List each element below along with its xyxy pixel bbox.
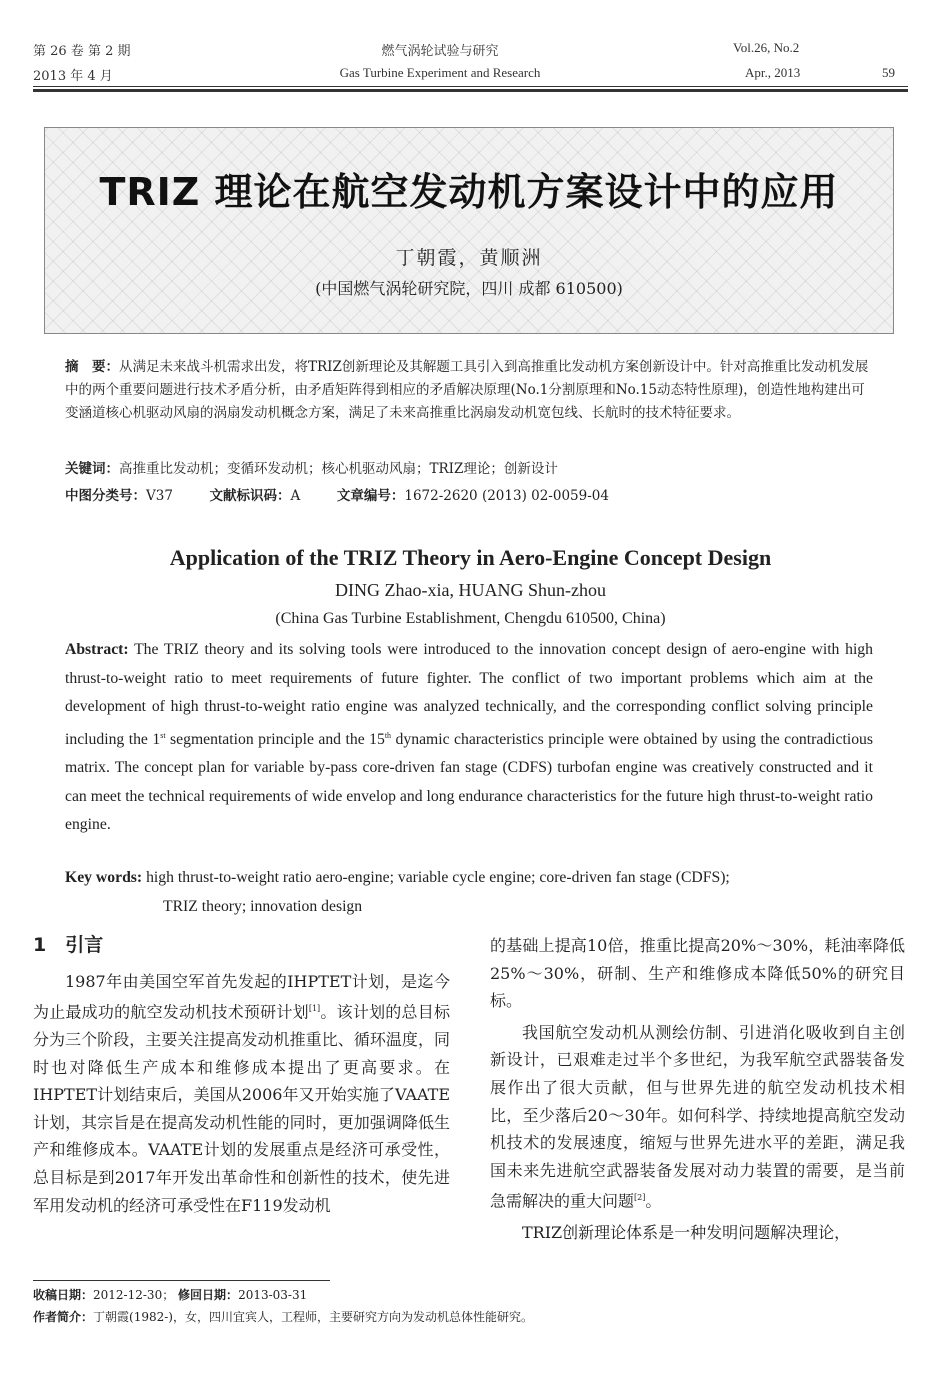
abstract-cn-text: 从满足未来战斗机需求出发，将TRIZ创新理论及其解题工具引入到高推重比发动机方案创新设计中。针对高推重比发动机发展中的两个重要问题进行技术矛盾分析，由矛盾矩阵得到相应的矛盾解决原理(No.1分割原理和No.15动态特性原理)，创造性地构建出可变涵道核心机驱动风扇的涡扇发动机概念方案，满足了未来高推重比涡扇发动机宽包线、长航时的技术特征要求。 <box>65 359 869 421</box>
revised-date: 2013-03-31 <box>238 1288 308 1302</box>
abstract-cn <box>65 356 875 425</box>
doc-code-label: 文献标识码： <box>209 488 291 504</box>
article-no-value: 1672-2620 (2013) 02-0059-04 <box>404 488 609 504</box>
page-number: 59 <box>882 65 895 80</box>
keywords-cn <box>65 458 875 481</box>
abstract-en-text-a: The TRIZ theory and its solving tools were introduced to the innovation concept design of aero-engine with high thrust-to-weight ratio to meet requirements of future fighter. The conflict of two important problems which aim at the development of high thrust-to-weight ratio engine was analyzed technically, and the corresponding conflict solving principle including the 1 <box>65 641 873 748</box>
header-rule-thick <box>33 89 908 92</box>
section-1-paragraph-1-cont: 的基础上提高10倍，推重比提高20%～30%，耗油率降低25%～30%，研制、生产和维修成本降低50%的研究目标。 <box>490 936 905 1011</box>
header-rule-thin <box>33 86 908 87</box>
ref-2: [2] <box>634 1193 646 1203</box>
classification-line <box>65 485 875 508</box>
p2-text-b: 。 <box>645 1191 662 1211</box>
keywords-en-line1: high thrust-to-weight ratio aero-engine; variable cycle engine; core-driven fan stage (CDFS); <box>146 869 730 886</box>
header-date-cn: 2013 年 4 月 <box>33 69 113 84</box>
received-label: 收稿日期： <box>33 1288 94 1302</box>
abstract-en-text-c: dynamic characteristics principle were obtained by using the contradictious matrix. The concept plan for variable by-pass core-driven fan stage (CDFS) turbofan engine was creatively constructed and it can meet the technical requirements of wide envelop and long endurance characteristics for the future high thrust-to-weight ratio engine. <box>65 730 873 834</box>
header-date-en: Apr., 2013 <box>745 65 801 80</box>
abstract-en-sup-b: th <box>384 730 392 740</box>
p1-text-b: 。该计划的总目标分为三个阶段，主要关注提高发动机推重比、循环温度，同时也对降低生产成本和维修成本提出了更高要求。在IHPTET计划结束后，美国从2006年又开始实施了VAATE计划，其宗旨是在提高发动机性能的同时，更加强调降低生产和维修成本。VAATE计划的发展重点是经济可承受性，总目标是到2017年开发出革命性和创新性的技术，使先进军用发动机的经济可承受性在F119发动机 <box>33 1002 450 1215</box>
header-journal-cn: 燃气涡轮试验与研究 <box>381 44 499 59</box>
header-volume-issue-en: Vol.26, No.2 <box>733 40 800 55</box>
section-1-paragraph-3: TRIZ创新理论体系是一种发明问题解决理论， <box>522 1223 851 1243</box>
authors-cn: 丁朝霞，黄顺洲 <box>395 247 543 269</box>
keywords-cn-text: 高推重比发动机；变循环发动机；核心机驱动风扇；TRIZ理论；创新设计 <box>119 461 558 477</box>
header-journal-en: Gas Turbine Experiment and Research <box>339 65 541 80</box>
section-1-paragraph-2 <box>490 1019 905 1215</box>
keywords-en-label: Key words <box>65 869 137 886</box>
clc-label: 中图分类号： <box>65 488 146 504</box>
abstract-en-label: Abstract <box>65 641 124 658</box>
title-en: Application of the TRIZ Theory in Aero-Engine Concept Design <box>169 545 772 570</box>
article-no-label: 文章编号： <box>336 488 405 504</box>
abstract-cn-label: 摘 要： <box>65 359 119 375</box>
body-right-column <box>490 932 905 1247</box>
keywords-en: Key words: high thrust-to-weight ratio aero-engine; variable cycle engine; core-driven fan stage (CDFS); TRIZ theory; innovation design <box>65 864 873 921</box>
header-volume-issue-cn: 第 26 卷 第 2 期 <box>33 44 131 59</box>
abstract-en-text-b: segmentation principle and the 15 <box>165 730 385 748</box>
abstract-en: Abstract: The TRIZ theory and its solving tools were introduced to the innovation concept design of aero-engine with high thrust-to-weight ratio to meet requirements of future fighter. The conflict of two important problems which aim at the development of high thrust-to-weight ratio engine was analyzed technically, and the corresponding conflict solving principle including the 1st segmentation principle and the 15th dynamic characteristics principle were obtained by using the contradictious matrix. The concept plan for variable by-pass core-driven fan stage (CDFS) turbofan engine was creatively constructed and it can meet the technical requirements of wide envelop and long endurance characteristics for the future high thrust-to-weight ratio engine. <box>65 641 873 834</box>
author-bio-label: 作者简介： <box>33 1310 94 1324</box>
keywords-cn-label: 关键词： <box>65 461 119 477</box>
author-bio-text: 丁朝霞(1982-)，女，四川宜宾人，工程师，主要研究方向为发动机总体性能研究。 <box>93 1310 533 1324</box>
affiliation-en: (China Gas Turbine Establishment, Chengdu 610500, China) <box>275 610 666 627</box>
footnote-rule <box>33 1280 330 1281</box>
clc-value: V37 <box>146 488 173 504</box>
received-date: 2012-12-30； <box>93 1288 175 1302</box>
title-box <box>44 127 894 334</box>
affiliation-cn: (中国燃气涡轮研究院，四川 成都 610500) <box>315 279 623 298</box>
footnote-author <box>33 1308 533 1325</box>
title-cn: TRIZ 理论在航空发动机方案设计中的应用 <box>99 170 839 214</box>
body-left-column <box>33 932 450 1219</box>
p1-text-a: 1987年由美国空军首先发起的IHPTET计划，是迄今为止最成功的航空发动机技术预研计划 <box>33 971 450 1022</box>
section-1-heading: 1 引言 <box>33 934 104 956</box>
revised-label: 修回日期： <box>178 1288 239 1302</box>
section-1-paragraph-1 <box>33 968 450 1220</box>
abstract-en-sup-a: st <box>160 730 166 740</box>
keywords-en-line2: TRIZ theory; innovation design <box>163 897 363 915</box>
authors-en: DING Zhao-xia, HUANG Shun-zhou <box>335 580 606 600</box>
footnote-dates <box>33 1286 307 1303</box>
ref-1: [1] <box>308 1004 321 1014</box>
doc-code-value: A <box>290 488 301 504</box>
p2-text-a: 我国航空发动机从测绘仿制、引进消化吸收到自主创新设计，已艰难走过半个多世纪，为我军航空武器装备发展作出了很大贡献，但与世界先进的航空发动机技术相比，至少落后20～30年。如何科学、持续地提高航空发动机技术的发展速度，缩短与世界先进水平的差距，满足我国未来先进航空武器装备发展对动力装置的需要，是当前急需解决的重大问题 <box>490 1022 905 1211</box>
